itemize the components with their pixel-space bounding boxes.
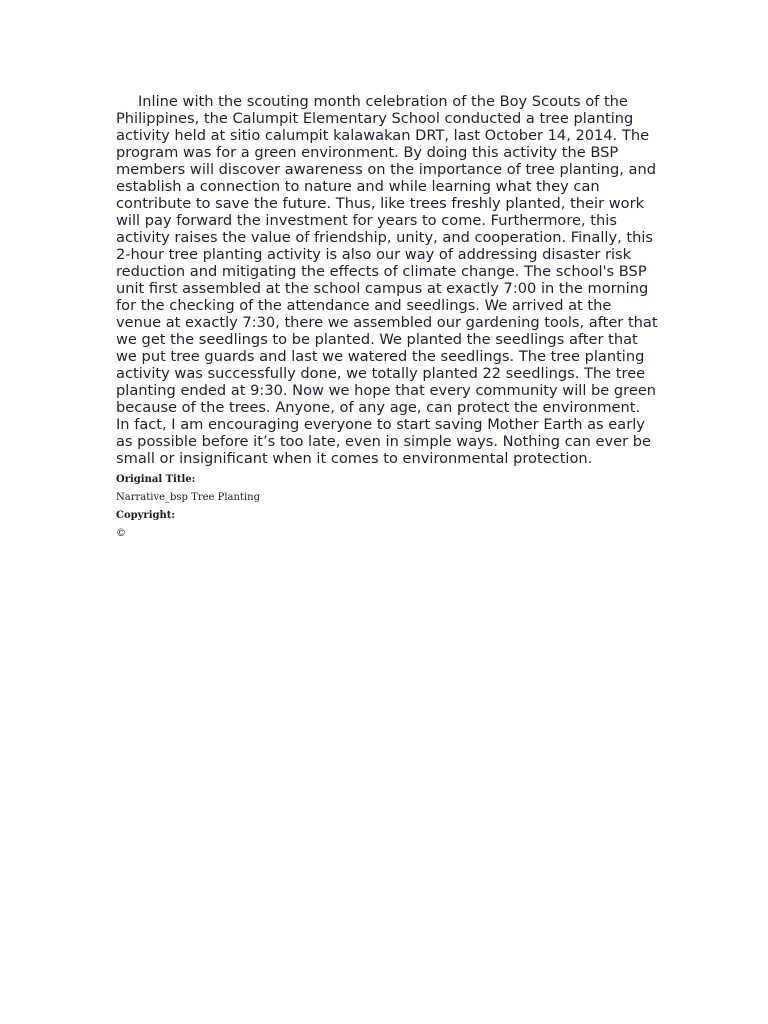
- document-content: [116, 93, 658, 540]
- copyright-label: Copyright:: [116, 510, 176, 521]
- original-title-value: Narrative_bsp Tree Planting: [116, 492, 260, 503]
- copyright-value: ©: [116, 528, 126, 539]
- original-title-label: Original Title:: [116, 474, 196, 485]
- narrative-paragraph: Inline with the scouting month celebration of the Boy Scouts of the Philippines, the Calumpit Elementary School conducted a tree planting activity held at sitio calumpit kalawakan DRT, last October 14, 2014. The program was for a green environment. By doing this activity the BSP members will discover awareness on the importance of tree planting, and establish a connection to nature and while learning what they can contribute to save the future. Thus, like trees freshly planted, their work will pay forward the investment for years to come. Furthermore, this activity raises the value of friendship, unity, and cooperation. Finally, this 2-hour tree planting activity is also our way of addressing disaster risk reduction and mitigating the effects of climate change. The school's BSP unit first assembled at the school campus at exactly 7:00 in the morning for the checking of the attendance and seedlings. We arrived at the venue at exactly 7:30, there we assembled our gardening tools, after that we get the seedlings to be planted. We planted the seedlings after that we put tree guards and last we watered the seedlings. The tree planting activity was successfully done, we totally planted 22 seedlings. The tree planting ended at 9:30. Now we hope that every community will be green because of the trees. Anyone, of any age, can protect the environment. In fact, I am encouraging everyone to start saving Mother Earth as early as possible before it’s too late, even in simple ways. Nothing can ever be small or insignificant when it comes to environmental protection.: [116, 93, 658, 467]
